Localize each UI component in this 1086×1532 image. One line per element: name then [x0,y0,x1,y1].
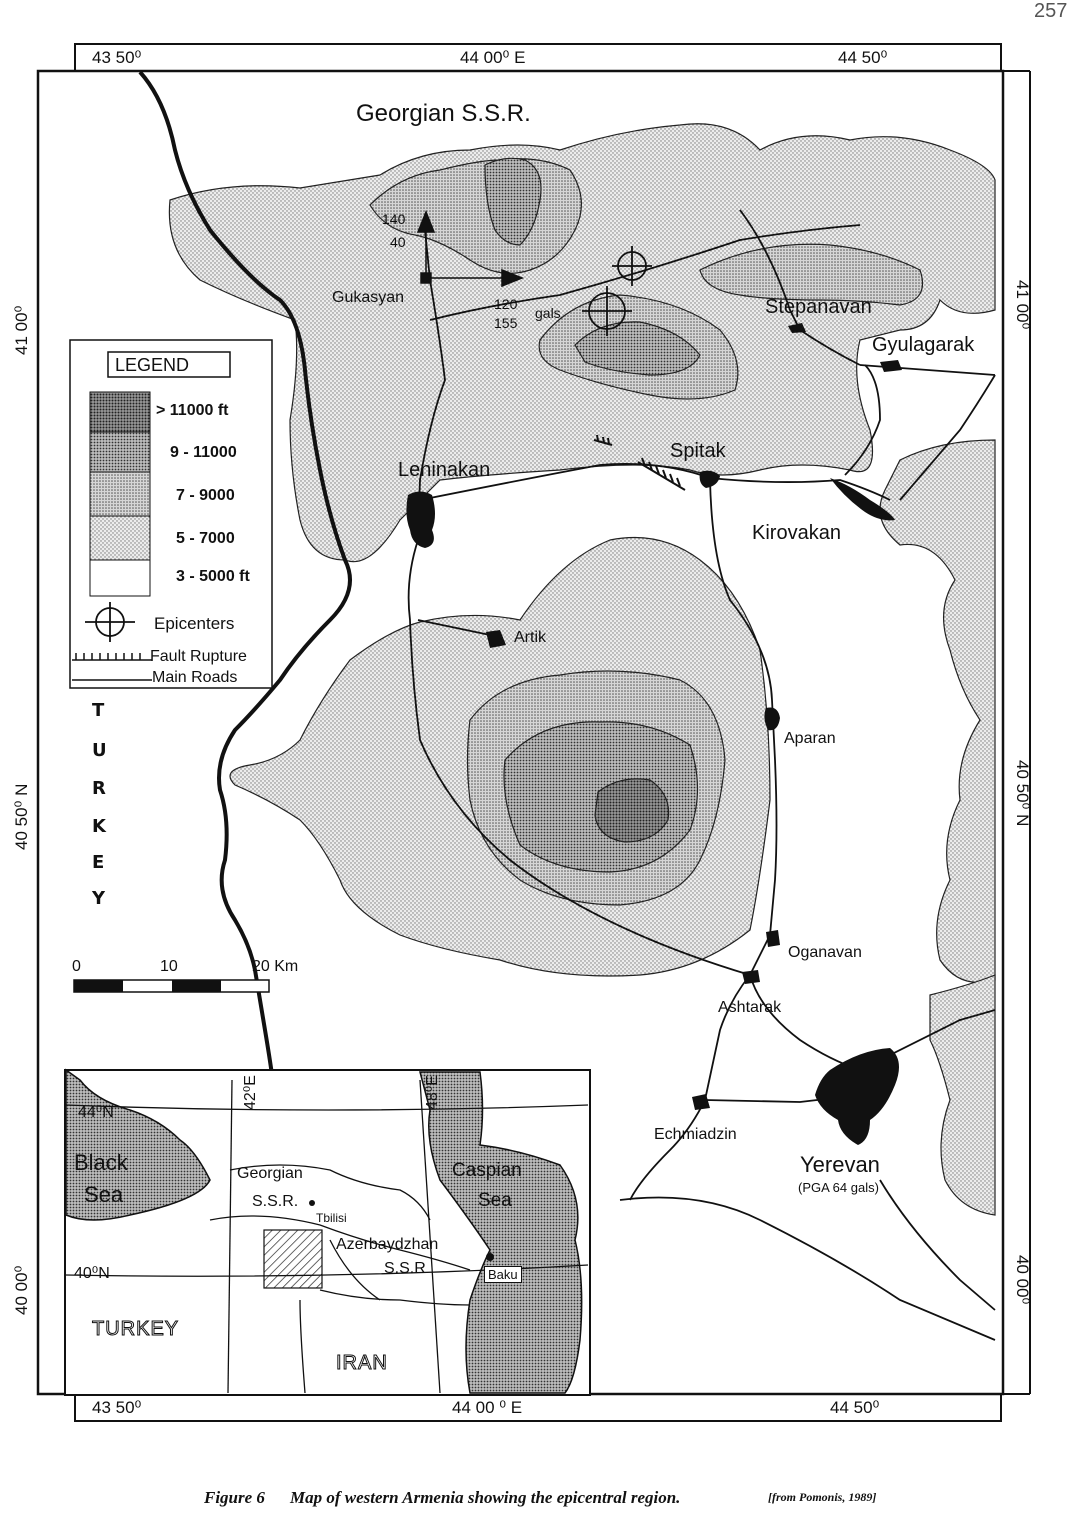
inset-azerbaydzhan-2: S.S.R [384,1260,426,1277]
inset-lon-42: 42⁰E [242,1075,259,1110]
legend-fault: Fault Rupture [150,648,247,665]
inset-lon-48: 48⁰E [424,1075,441,1110]
page-number: 257 [1034,0,1068,22]
turkey-letter-e: E [92,852,105,873]
annotation-155: 155 [494,315,518,331]
city-gyulagarak: Gyulagarak [872,334,975,356]
scale-bar [74,980,269,992]
gyulagarak-marker [880,360,902,372]
legend-item-4: 5 - 7000 [176,530,235,547]
inset-turkey: TURKEY [92,1318,180,1340]
inset-black-sea-1: Black [74,1150,128,1175]
oganavan-marker [766,930,780,947]
region-georgia: Georgian S.S.R. [356,100,531,127]
bottom-coord-3: 44 50⁰ [830,1398,880,1417]
legend-item-2: 9 - 11000 [170,444,237,461]
leninakan-marker [406,492,435,549]
city-kirovakan: Kirovakan [752,522,841,544]
city-spitak: Spitak [670,440,726,462]
left-coord-2: 40 50⁰ N [12,783,31,850]
turkey-letter-y: Y [92,888,106,909]
yerevan-pga-note: (PGA 64 gals) [798,1180,879,1195]
annotation-gals: gals [535,305,561,321]
caption-source: [from Pomonis, 1989] [768,1490,877,1504]
top-coord-2: 44 00⁰ E [460,48,526,67]
city-gukasyan: Gukasyan [332,289,405,306]
top-coord-1: 43 50⁰ [92,48,142,67]
legend-item-5: 3 - 5000 ft [176,568,250,585]
city-artik: Artik [514,629,546,646]
turkey-letter-k: K [92,816,106,837]
inset-lat-40: 40⁰N [74,1265,110,1282]
inset-caspian-1: Caspian [452,1160,522,1181]
top-coord-3: 44 50⁰ [838,48,888,67]
terrain-11000-south [595,779,669,842]
echmiadzin-marker [692,1094,710,1110]
city-stepanavan: Stepanavan [765,296,872,318]
turkey-letter-u: U [92,740,107,761]
right-coord-1: 41 00⁰ [1013,280,1032,330]
scale-10: 10 [160,958,178,975]
legend-title: LEGEND [115,355,190,375]
left-coord-3: 40 00⁰ [12,1265,31,1315]
city-leninakan: Leninakan [398,459,491,481]
ashtarak-marker [742,970,760,984]
annotation-140: 140 [382,211,406,227]
bottom-coord-1: 43 50⁰ [92,1398,142,1417]
legend-epicenters: Epicenters [154,614,235,633]
city-oganavan: Oganavan [788,944,862,961]
inset-black-sea-2: Sea [84,1182,124,1207]
caption-figure: Figure 6 [204,1488,265,1507]
city-yerevan: Yerevan [800,1152,880,1177]
inset-georgian-1: Georgian [237,1165,303,1182]
terrain-5-7000-east [880,440,995,983]
inset-lat-44: 44⁰N [78,1104,114,1121]
left-coord-1: 41 00⁰ [12,305,31,355]
inset-caspian-2: Sea [478,1190,512,1211]
inset-baku: Baku [484,1266,522,1283]
right-coord-2: 40 50⁰ N [1013,760,1032,827]
legend-item-1: > 11000 ft [156,402,229,419]
city-echmiadzin: Echmiadzin [654,1126,737,1143]
turkey-letter-t: T [92,700,105,721]
legend-roads: Main Roads [152,669,238,686]
bottom-coord-2: 44 00 ⁰ E [452,1398,523,1417]
scale-20: 20 Km [252,958,299,975]
inset-study-area [264,1230,322,1288]
turkey-letter-r: R [92,778,106,799]
yerevan-marker [815,1048,899,1145]
inset-iran: IRAN [336,1352,388,1374]
right-coord-3: 40 00⁰ [1013,1255,1032,1305]
annotation-120: 120 [494,296,518,312]
legend-item-3: 7 - 9000 [176,487,235,504]
caption-text: Map of western Armenia showing the epicentral region. [290,1488,681,1507]
inset-tbilisi: Tbilisi [316,1211,347,1225]
city-ashtarak: Ashtarak [718,999,782,1016]
aparan-marker [764,707,780,730]
annotation-40: 40 [390,234,406,250]
scale-0: 0 [72,958,81,975]
inset-georgian-2: S.S.R. [252,1193,299,1210]
city-aparan: Aparan [784,730,836,747]
inset-azerbaydzhan-1: Azerbaydzhan [336,1236,439,1253]
